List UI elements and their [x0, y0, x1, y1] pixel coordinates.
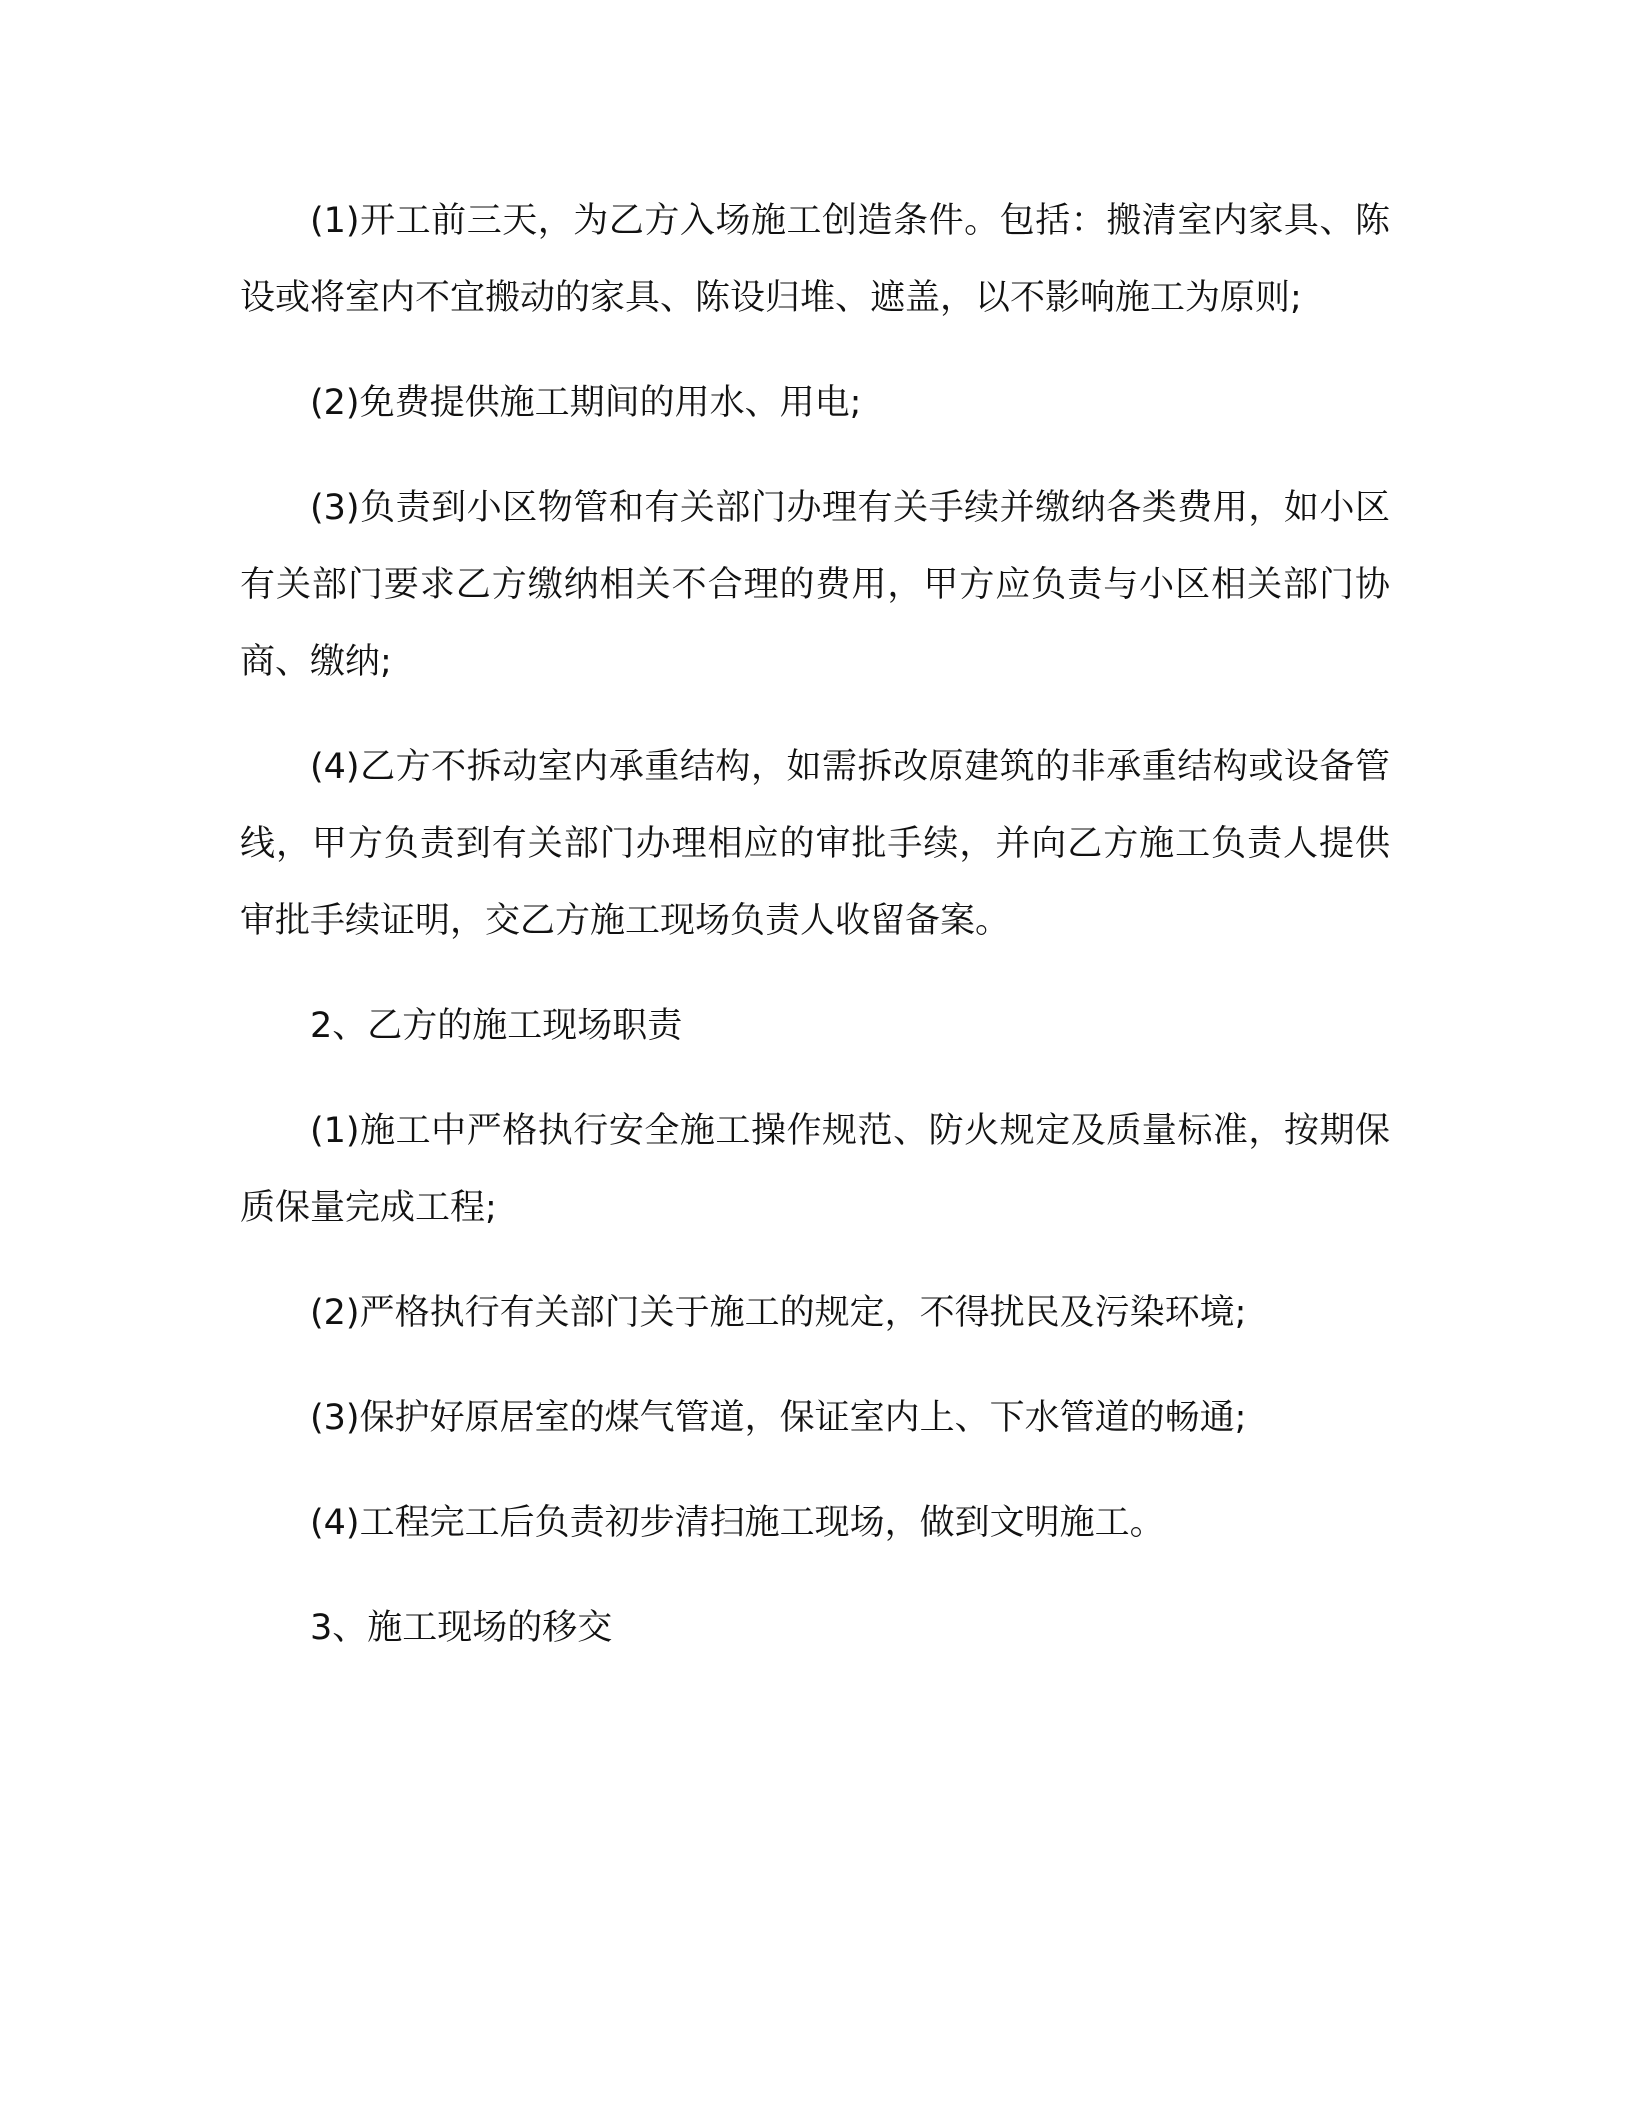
paragraph-party-b-duty-4: (4)工程完工后负责初步清扫施工现场，做到文明施工。 [310, 1503, 1165, 1543]
paragraph-party-a-duty-4: (4)乙方不拆动室内承重结构，如需拆改原建筑的非承重结构或设备管线，甲方负责到有关部门办理相应的审批手续，并向乙方施工负责人提供审批手续证明，交乙方施工现场负责人收留备案。 [240, 747, 1390, 941]
paragraph-party-b-duty-1: (1)施工中严格执行安全施工操作规范、防火规定及质量标准，按期保质保量完成工程; [240, 1111, 1390, 1228]
paragraph-party-a-duty-1: (1)开工前三天，为乙方入场施工创造条件。包括：搬清室内家具、陈设或将室内不宜搬动的家具、陈设归堆、遮盖，以不影响施工为原则; [240, 201, 1390, 318]
paragraph-party-b-duty-2: (2)严格执行有关部门关于施工的规定，不得扰民及污染环境; [310, 1293, 1247, 1333]
paragraph-party-b-duty-3: (3)保护好原居室的煤气管道，保证室内上、下水管道的畅通; [310, 1398, 1247, 1438]
section-heading-handover: 3、施工现场的移交 [310, 1608, 613, 1648]
document-body [240, 183, 1390, 1695]
section-heading-party-b: 2、乙方的施工现场职责 [310, 1006, 683, 1046]
paragraph-party-a-duty-2: (2)免费提供施工期间的用水、用电; [310, 383, 862, 423]
paragraph-party-a-duty-3: (3)负责到小区物管和有关部门办理有关手续并缴纳各类费用，如小区有关部门要求乙方缴纳相关不合理的费用，甲方应负责与小区相关部门协商、缴纳; [240, 488, 1390, 682]
